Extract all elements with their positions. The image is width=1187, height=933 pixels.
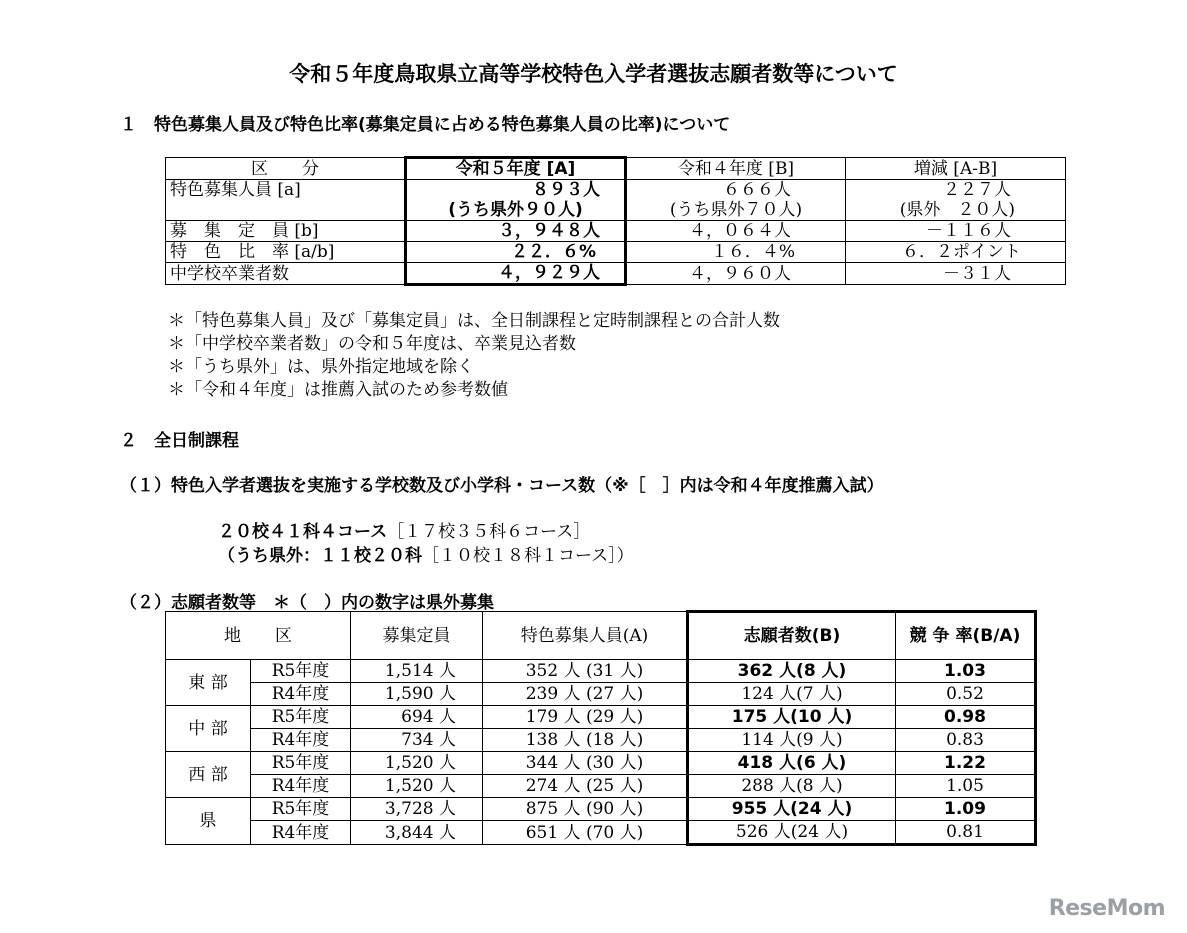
cell-diff: ６．２ポイント [846, 242, 1066, 263]
col-header-r4: 令和４年度 [B] [626, 158, 846, 180]
special-cell: 239 人 (27 人) [483, 683, 688, 706]
applicants-cell: 955 人(24 人) [688, 798, 896, 821]
school-count-r5: ２０校４１科４コース [218, 522, 388, 542]
cell-r5: ４，９２９人 [406, 263, 626, 285]
special-cell: 138 人 (18 人) [483, 729, 688, 752]
row-label: 募 集 定 員 [b] [166, 221, 406, 242]
region-central: 中 部 [166, 706, 251, 752]
capacity-cell: 3,844 人 [351, 821, 483, 845]
sub1-heading: （１）特色入学者選抜を実施する学校数及び小学科・コース数（※［ ］内は令和４年度推薦入試） [120, 476, 884, 496]
capacity-cell: 1,520 人 [351, 752, 483, 775]
value-main: ６６６人 [723, 180, 791, 200]
ratio-cell: 1.22 [896, 752, 1036, 775]
cell-diff: －３１人 [846, 263, 1066, 285]
special-cell: 344 人 (30 人) [483, 752, 688, 775]
ratio-cell: 0.83 [896, 729, 1036, 752]
year-cell: R4年度 [251, 821, 351, 845]
note-4: ＊「令和４年度」は推薦入試のため参考数値 [168, 380, 508, 400]
cell-r5: ２２．６% [406, 242, 626, 263]
col-header-region: 地 区 [166, 612, 351, 660]
cell-r4 [626, 180, 846, 221]
col-header-special: 特色募集人員(A) [483, 612, 688, 660]
col-header-category: 区 分 [166, 158, 406, 180]
note-2: ＊「中学校卒業者数」の令和５年度は、卒業見込者数 [168, 334, 576, 354]
value-main: ２２７人 [943, 180, 1011, 200]
value-main: ８９３人 [532, 180, 600, 200]
ratio-cell: 0.52 [896, 683, 1036, 706]
quota-table [165, 156, 1066, 286]
school-count-outside-line [218, 541, 634, 566]
table-row [166, 706, 1036, 729]
table-row [166, 798, 1036, 821]
cell-r5: ３，９４８人 [406, 221, 626, 242]
table-row [166, 775, 1036, 798]
outside-count-r5: １１校２０科 [320, 546, 422, 566]
year-cell: R5年度 [251, 798, 351, 821]
special-cell: 274 人 (25 人) [483, 775, 688, 798]
ratio-cell: 0.98 [896, 706, 1036, 729]
row-label: 特 色 比 率 [a/b] [166, 242, 406, 263]
cell-r4: ４，０６４人 [626, 221, 846, 242]
year-cell: R5年度 [251, 660, 351, 683]
ratio-cell: 1.03 [896, 660, 1036, 683]
col-header-capacity: 募集定員 [351, 612, 483, 660]
school-count-line [218, 517, 590, 542]
applicants-cell: 526 人(24 人) [688, 821, 896, 845]
special-cell: 352 人 (31 人) [483, 660, 688, 683]
table-row [166, 752, 1036, 775]
table-row [166, 660, 1036, 683]
school-count-r4: ［１７校３５科６コース］ [387, 522, 591, 542]
section1-heading: １ 特色募集人員及び特色比率(募集定員に占める特色募集人員の比率)について [120, 115, 731, 135]
capacity-cell: 694 人 [351, 706, 483, 729]
sub2-heading: （２）志願者数等 ＊（ ）内の数字は県外募集 [120, 593, 494, 613]
year-cell: R4年度 [251, 683, 351, 706]
col-header-diff: 増減 [A-B] [846, 158, 1066, 180]
row-label: 特色募集人員 [a] [166, 180, 406, 221]
table-row [166, 821, 1036, 845]
ratio-cell: 1.05 [896, 775, 1036, 798]
year-cell: R5年度 [251, 752, 351, 775]
applicants-cell: 114 人(9 人) [688, 729, 896, 752]
capacity-cell: 3,728 人 [351, 798, 483, 821]
table-row [166, 683, 1036, 706]
col-header-r5: 令和５年度 [A] [406, 158, 626, 180]
row-label: 中学校卒業者数 [166, 263, 406, 285]
section2-heading: ２ 全日制課程 [120, 431, 239, 451]
col-header-applicants: 志願者数(B) [688, 612, 896, 660]
capacity-cell: 734 人 [351, 729, 483, 752]
applicants-cell: 418 人(6 人) [688, 752, 896, 775]
cell-diff [846, 180, 1066, 221]
value-sub: (うち県外９０人) [448, 200, 583, 220]
applicants-cell: 175 人(10 人) [688, 706, 896, 729]
capacity-cell: 1,590 人 [351, 683, 483, 706]
applicants-table [165, 610, 1037, 846]
cell-diff: －１１６人 [846, 221, 1066, 242]
col-header-ratio: 競 争 率(B/A) [896, 612, 1036, 660]
special-cell: 179 人 (29 人) [483, 706, 688, 729]
ratio-cell: 1.09 [896, 798, 1036, 821]
year-cell: R5年度 [251, 706, 351, 729]
cell-r5 [406, 180, 626, 221]
value-sub: (うち県外７０人) [669, 200, 803, 220]
outside-count-r4: ［１０校１８科１コース］） [422, 546, 634, 566]
table-row [166, 221, 1066, 242]
table-row [166, 180, 1066, 221]
special-cell: 875 人 (90 人) [483, 798, 688, 821]
applicants-cell: 362 人(8 人) [688, 660, 896, 683]
special-cell: 651 人 (70 人) [483, 821, 688, 845]
capacity-cell: 1,514 人 [351, 660, 483, 683]
resemom-logo: ReseMom [1048, 896, 1165, 921]
ratio-cell: 0.81 [896, 821, 1036, 845]
note-3: ＊「うち県外」は、県外指定地域を除く [168, 357, 474, 377]
cell-r4: ４，９６０人 [626, 263, 846, 285]
capacity-cell: 1,520 人 [351, 775, 483, 798]
table-row [166, 242, 1066, 263]
region-prefecture: 県 [166, 798, 251, 845]
outside-prefix: （うち県外： [218, 546, 320, 566]
applicants-cell: 288 人(8 人) [688, 775, 896, 798]
value-sub: (県外 ２０人) [899, 200, 1015, 220]
table-row [166, 263, 1066, 285]
region-west: 西 部 [166, 752, 251, 798]
applicants-cell: 124 人(7 人) [688, 683, 896, 706]
region-east: 東 部 [166, 660, 251, 706]
note-1: ＊「特色募集人員」及び「募集定員」は、全日制課程と定時制課程との合計人数 [168, 311, 780, 331]
page-title: 令和５年度鳥取県立高等学校特色入学者選抜志願者数等について [289, 62, 898, 86]
table-row [166, 729, 1036, 752]
cell-r4: １６．４% [626, 242, 846, 263]
year-cell: R4年度 [251, 775, 351, 798]
year-cell: R4年度 [251, 729, 351, 752]
